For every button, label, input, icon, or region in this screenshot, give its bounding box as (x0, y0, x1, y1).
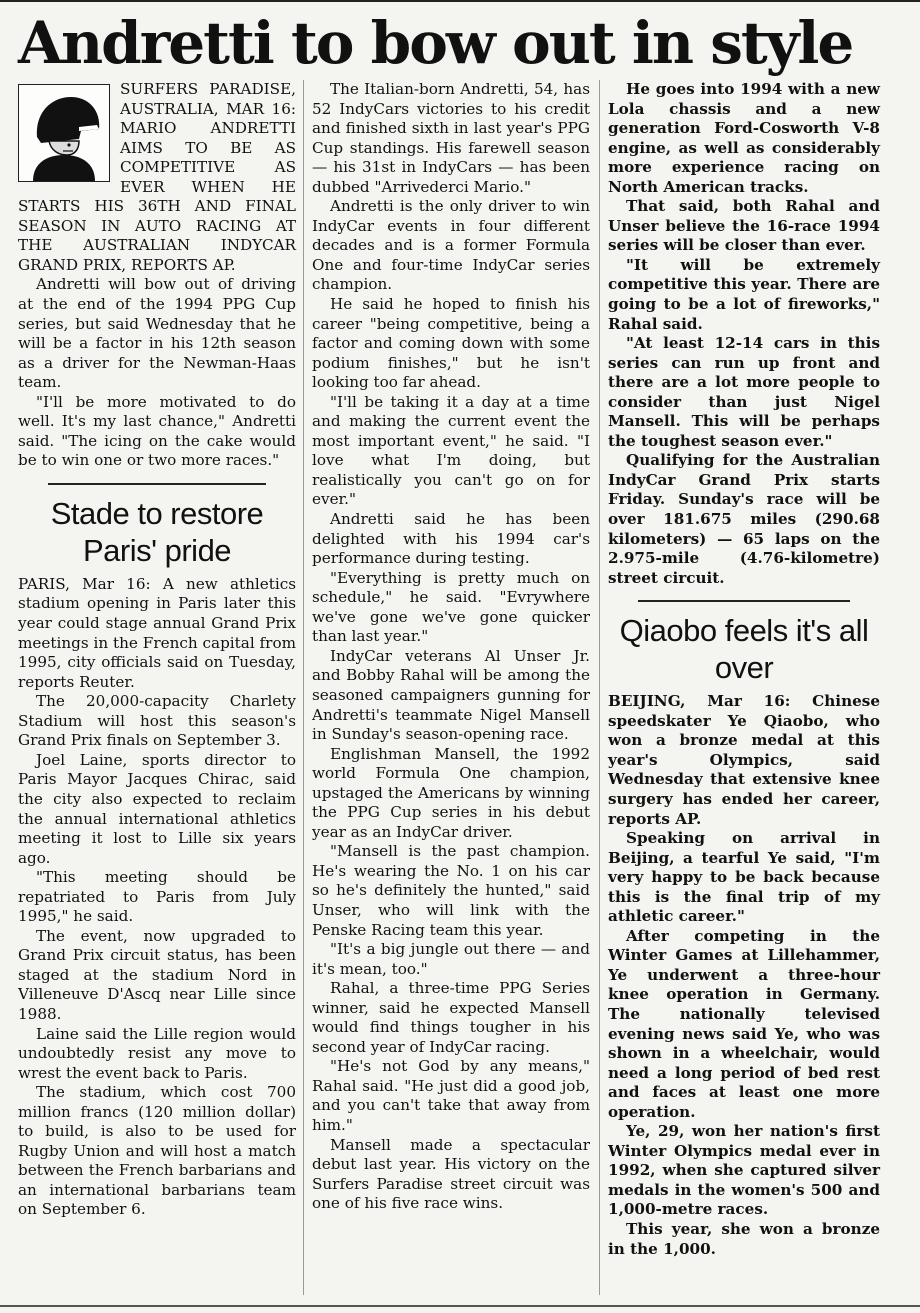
main-story-paragraph: Rahal, a three-time PPG Series winner, said he expected Mansell would find things tougher in his second year of IndyCar racing. (312, 979, 590, 1056)
paris-story-paragraph: PARIS, Mar 16: A new athletics stadium opening in Paris later this year could stage annual Grand Prix meetings in the French capital from 1995, city officials said on Tuesday, reports Reuter. (18, 574, 296, 691)
qiaobo-story-paragraph: BEIJING, Mar 16: Chinese speedskater Ye Qiaobo, who won a bronze medal at this year's Olympics, said Wednesday that extensive knee surgery has ended her career, reports AP. (608, 692, 880, 828)
main-story-paragraph: "Mansell is the past champion. He's wearing the No. 1 on his car so he's definitely the hunted," said Unser, who will link with the Penske Racing team this year. (312, 842, 590, 939)
main-story-paragraph: SURFERS PARADISE, AUSTRALIA, MAR 16: MARIO ANDRETTI AIMS TO BE AS COMPETITIVE AS EVER WHEN HE STARTS HIS 36TH AND FINAL SEASON IN AUTO RACING AT THE AUSTRALIAN INDYCAR GRAND PRIX, REPORTS AP. (18, 80, 296, 274)
main-story-paragraph: "At least 12-14 cars in this series can run up front and there are a lot more people to consider than just Nigel Mansell. This will be perhaps the toughest season ever." (608, 334, 880, 450)
main-story-paragraph: "I'll be more motivated to do well. It's my last chance," Andretti said. "The icing on the cake would be to win one or two more races." (18, 392, 296, 470)
paris-story-paragraph: Joel Laine, sports director to Paris Mayor Jacques Chirac, said the city also expected to reclaim the annual international athletics meeting it lost to Lille six years ago. (18, 750, 296, 867)
driver-helmet-portrait-icon (18, 84, 110, 182)
main-story-paragraph: "Everything is pretty much on schedule," he said. "Evrywhere we've gone we've gone quicker than last year." (312, 568, 590, 646)
paris-story-paragraph: The stadium, which cost 700 million francs (120 million dollar) to build, is also to be used for Rugby Union and will host a match between the French barbarians and an international barbarians team on September 6. (18, 1083, 296, 1219)
main-story-paragraph: The Italian-born Andretti, 54, has 52 IndyCars victories to his credit and finished sixth in last year's PPG Cup standings. His farewell season — his 31st in IndyCars — has been dubbed "Arrivederci Mario." (312, 80, 590, 196)
section-rule (638, 600, 850, 602)
main-story-paragraph: Mansell made a spectacular debut last year. His victory on the Surfers Paradise street circuit was one of his five race wins. (312, 1135, 590, 1213)
qiaobo-story-paragraph: Ye, 29, won her nation's first Winter Olympics medal ever in 1992, when she captured silver medals in the women's 500 and 1,000-metre races. (608, 1122, 880, 1219)
main-story-paragraph: Andretti will bow out of driving at the end of the 1994 PPG Cup series, but said Wednesday that he will be a factor in his 12th season as a driver for the Newman-Haas team. (18, 275, 296, 392)
main-headline: Andretti to bow out in style (18, 9, 853, 77)
main-story-paragraph: He goes into 1994 with a new Lola chassis and a new generation Ford-Cosworth V-8 engine, as well as considerably more experience racing on North American tracks. (608, 80, 880, 196)
column-2 (312, 80, 590, 1214)
main-story-paragraph: Englishman Mansell, the 1992 world Formula One champion, upstaged the Americans by winning the PPG Cup series in his debut year as an IndyCar driver. (312, 744, 590, 841)
qiaobo-story-paragraph: This year, she won a bronze in the 1,000. (608, 1219, 880, 1258)
column-3 (608, 80, 880, 1259)
main-story-paragraph: He said he hoped to finish his career "being competitive, being a factor and coming down with some podium finishes," but he isn't looking too far ahead. (312, 295, 590, 392)
qiaobo-headline: Qiaobo feels it's all over (619, 613, 869, 686)
top-rule (0, 0, 920, 2)
section-rule (48, 483, 266, 485)
main-story-paragraph: Andretti said he has been delighted with his 1994 car's performance during testing. (312, 510, 590, 568)
main-story-paragraph: "It's a big jungle out there — and it's mean, too." (312, 940, 590, 978)
qiaobo-story-paragraph: Speaking on arrival in Beijing, a tearful Ye said, "I'm very happy to be back because this is the final trip of my athletic career." (608, 829, 880, 926)
paris-story-paragraph: "This meeting should be repatriated to Paris from July 1995," he said. (18, 868, 296, 926)
column-divider (599, 80, 600, 1295)
main-story-paragraph: That said, both Rahal and Unser believe the 16-race 1994 series will be closer than ever. (608, 197, 880, 255)
main-story-paragraph: IndyCar veterans Al Unser Jr. and Bobby Rahal will be among the seasoned campaigners gunning for Andretti's teammate Nigel Mansell in Sunday's season-opening race. (312, 646, 590, 744)
column-divider (303, 80, 304, 1295)
main-story-paragraph: "It will be extremely competitive this year. There are going to be a lot of fireworks," Rahal said. (608, 255, 880, 333)
main-story-paragraph: "He's not God by any means," Rahal said. "He just did a good job, and you can't take that away from him." (312, 1057, 590, 1134)
column-1 (18, 80, 296, 1220)
paris-headline: Stade to restore Paris' pride (50, 495, 264, 568)
paris-story-paragraph: The 20,000-capacity Charlety Stadium will host this season's Grand Prix finals on September 3. (18, 692, 296, 750)
paris-story-paragraph: Laine said the Lille region would undoubtedly resist any move to wrest the event back to Paris. (18, 1024, 296, 1082)
main-story-paragraph: Andretti is the only driver to win IndyCar events in four different decades and is a former Formula One and four-time IndyCar series champion. (312, 197, 590, 294)
bottom-rule (0, 1305, 920, 1307)
main-story-paragraph: "I'll be taking it a day at a time and making the current event the most important event," he said. "I love what I'm doing, but realistically you can't go on for ever." (312, 392, 590, 509)
qiaobo-story-paragraph: After competing in the Winter Games at Lillehammer, Ye underwent a three-hour knee operation in Germany. The nationally televised evening news said Ye, who was shown in a wheelchair, would need a long period of bed rest and faces at least one more operation. (608, 926, 880, 1121)
main-story-paragraph: Qualifying for the Australian IndyCar Grand Prix starts Friday. Sunday's race will be over 181.675 miles (290.68 kilometers) — 65 laps on the 2.975-mile (4.76-kilometre) street circuit. (608, 451, 880, 587)
paris-story-paragraph: The event, now upgraded to Grand Prix circuit status, has been staged at the stadium Nord in Villeneuve D'Ascq near Lille since 1988. (18, 926, 296, 1023)
